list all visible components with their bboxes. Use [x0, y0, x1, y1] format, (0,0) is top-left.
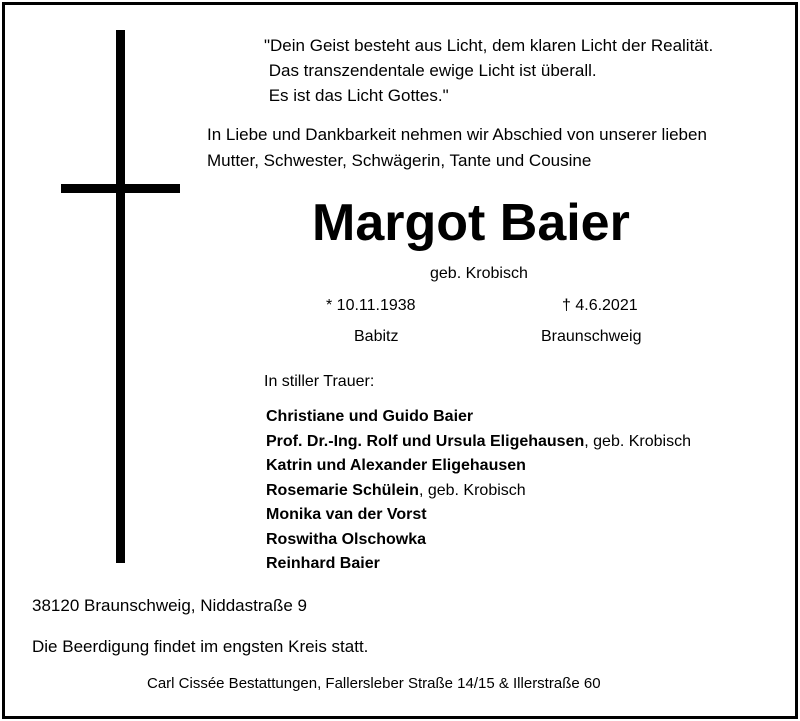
mourner-name: Christiane und Guido Baier	[266, 408, 474, 425]
cross-icon-crossbar	[61, 184, 180, 193]
intro-line: In Liebe und Dankbarkeit nehmen wir Abschied von unserer lieben	[207, 125, 707, 144]
mourner-name: Roswitha Olschowka	[266, 530, 427, 548]
address: 38120 Braunschweig, Niddastraße 9	[32, 596, 307, 615]
mourners-list	[266, 405, 691, 577]
mourner-suffix: , geb. Krobisch	[418, 481, 526, 499]
mourner-name: Rosemarie Schülein	[266, 481, 419, 499]
mourner-name: Katrin und Alexander Eligehausen	[266, 457, 526, 474]
list-item	[266, 528, 691, 553]
mourner-name: Reinhard Baier	[266, 555, 380, 572]
birth-place: Babitz	[354, 328, 399, 345]
mourning-label: In stiller Trauer:	[264, 373, 375, 390]
list-item	[266, 552, 691, 577]
list-item	[266, 454, 691, 479]
funeral-note: Die Beerdigung findet im engsten Kreis statt.	[32, 637, 369, 656]
cross-icon	[116, 30, 125, 563]
mourner-name: Monika van der Vorst	[266, 506, 427, 523]
birth-date: * 10.11.1938	[326, 297, 416, 314]
deceased-name: Margot Baier	[312, 194, 630, 252]
list-item	[266, 479, 691, 504]
death-place: Braunschweig	[541, 328, 642, 345]
intro-line: Mutter, Schwester, Schwägerin, Tante und Cousine	[207, 151, 592, 170]
intro-text	[207, 122, 707, 174]
list-item	[266, 405, 691, 430]
undertaker-footer: Carl Cissée Bestattungen, Fallersleber Straße 14/15 & Illerstraße 60	[147, 675, 601, 692]
list-item	[266, 430, 691, 455]
mourner-suffix: , geb. Krobisch	[584, 432, 691, 450]
death-date: † 4.6.2021	[562, 297, 638, 314]
quote-line: Das transzendentale ewige Licht ist überall.	[264, 61, 597, 80]
quote-line: Es ist das Licht Gottes."	[264, 86, 449, 105]
list-item	[266, 503, 691, 528]
quote-line: "Dein Geist besteht aus Licht, dem klaren Licht der Realität.	[264, 36, 714, 55]
quote	[264, 33, 713, 108]
maiden-name: geb. Krobisch	[430, 265, 528, 282]
mourner-name: Prof. Dr.-Ing. Rolf und Ursula Eligehausen	[266, 432, 585, 450]
